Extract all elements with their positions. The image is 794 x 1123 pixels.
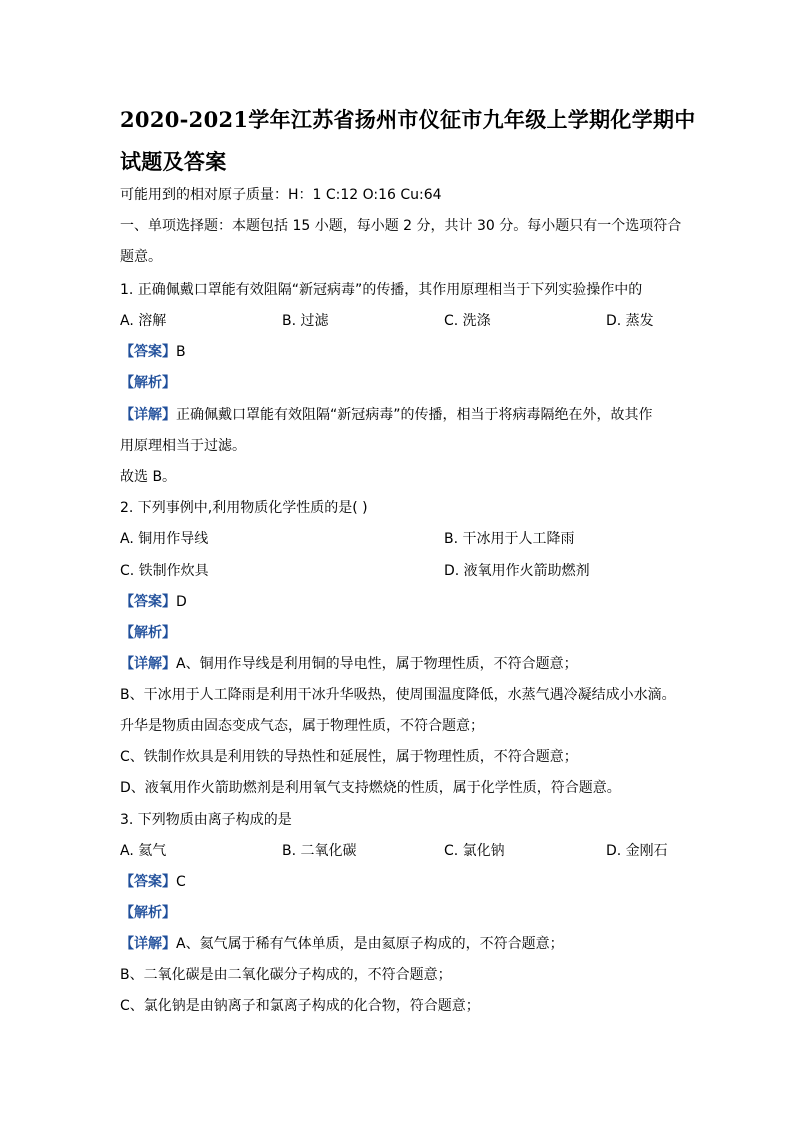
- q2-option-d: D. 液氧用作火箭助燃剂: [444, 563, 590, 579]
- section-heading-line-2: 题意。: [120, 249, 162, 265]
- q3-option-b: B. 二氧化碳: [282, 843, 357, 859]
- q1-detail-line-2: 用原理相当于过滤。: [120, 438, 246, 454]
- q3-answer-value: C: [176, 874, 186, 890]
- q3-option-c: C. 氯化钠: [444, 843, 505, 859]
- answer-tag: 【答案】: [120, 594, 176, 610]
- q2-detail-d: D、液氧用作火箭助燃剂是利用氧气支持燃烧的性质，属于化学性质，符合题意。: [120, 780, 621, 796]
- q3-detail-c: C、氯化钠是由钠离子和氯离子构成的化合物，符合题意；: [120, 998, 480, 1014]
- q1-detail-line-1: [120, 405, 653, 425]
- q1-option-c: C. 洗涤: [444, 313, 491, 329]
- q3-detail-a-text: A、氦气属于稀有气体单质，是由氦原子构成的，不符合题意；: [176, 936, 564, 952]
- answer-tag: 【答案】: [120, 344, 176, 360]
- atomic-masses-note: 可能用到的相对原子质量：H：1 C:12 O:16 Cu:64: [120, 187, 442, 203]
- analysis-tag: 【解析】: [120, 375, 176, 391]
- q3-detail-b: B、二氧化碳是由二氧化碳分子构成的，不符合题意；: [120, 967, 452, 983]
- q2-answer: [120, 592, 187, 612]
- q2-option-c: C. 铁制作炊具: [120, 563, 209, 579]
- q2-detail-c: C、铁制作炊具是利用铁的导热性和延展性，属于物理性质，不符合题意；: [120, 749, 578, 765]
- q3-detail-a: [120, 934, 564, 954]
- q1-option-d: D. 蒸发: [606, 313, 654, 329]
- q1-analysis-heading: [120, 373, 176, 393]
- q1-detail-text-1: 正确佩戴口罩能有效阻隔“新冠病毒”的传播，相当于将病毒隔绝在外，故其作: [176, 407, 653, 423]
- q3-stem: 3. 下列物质由离子构成的是: [120, 812, 292, 828]
- q3-option-a: A. 氦气: [120, 843, 167, 859]
- q2-analysis-heading: [120, 623, 176, 643]
- q2-detail-b-line-2: 升华是物质由固态变成气态，属于物理性质，不符合题意；: [120, 718, 484, 734]
- q2-stem: 2. 下列事例中,利用物质化学性质的是( ): [120, 500, 368, 516]
- answer-tag: 【答案】: [120, 874, 176, 890]
- q3-option-d: D. 金刚石: [606, 843, 668, 859]
- q2-detail-b-line-1: B、干冰用于人工降雨是利用干冰升华吸热，使周围温度降低，水蒸气遇冷凝结成小水滴。: [120, 687, 676, 703]
- detail-tag: 【详解】: [120, 936, 176, 952]
- q2-option-b: B. 干冰用于人工降雨: [444, 531, 575, 547]
- q1-option-b: B. 过滤: [282, 313, 329, 329]
- q1-stem: 1. 正确佩戴口罩能有效阻隔“新冠病毒”的传播，其作用原理相当于下列实验操作中的: [120, 282, 643, 298]
- q3-analysis-heading: [120, 903, 176, 923]
- detail-tag: 【详解】: [120, 407, 176, 423]
- document-title-line-2: 试题及答案: [120, 149, 227, 174]
- section-heading-line-1: 一、单项选择题：本题包括 15 小题，每小题 2 分，共计 30 分。每小题只有一个选项符合: [120, 218, 682, 234]
- q2-detail-a: [120, 654, 578, 674]
- analysis-tag: 【解析】: [120, 625, 176, 641]
- q1-option-a: A. 溶解: [120, 313, 167, 329]
- q2-answer-value: D: [176, 594, 187, 610]
- detail-tag: 【详解】: [120, 656, 176, 672]
- q3-answer: [120, 872, 186, 892]
- q1-answer-value: B: [176, 344, 186, 360]
- document-title-line-1: 2020-2021学年江苏省扬州市仪征市九年级上学期化学期中: [120, 107, 696, 132]
- q2-option-a: A. 铜用作导线: [120, 531, 209, 547]
- q1-answer: [120, 342, 186, 362]
- analysis-tag: 【解析】: [120, 905, 176, 921]
- q1-conclusion: 故选 B。: [120, 469, 177, 485]
- q2-detail-a-text: A、铜用作导线是利用铜的导电性，属于物理性质，不符合题意；: [176, 656, 578, 672]
